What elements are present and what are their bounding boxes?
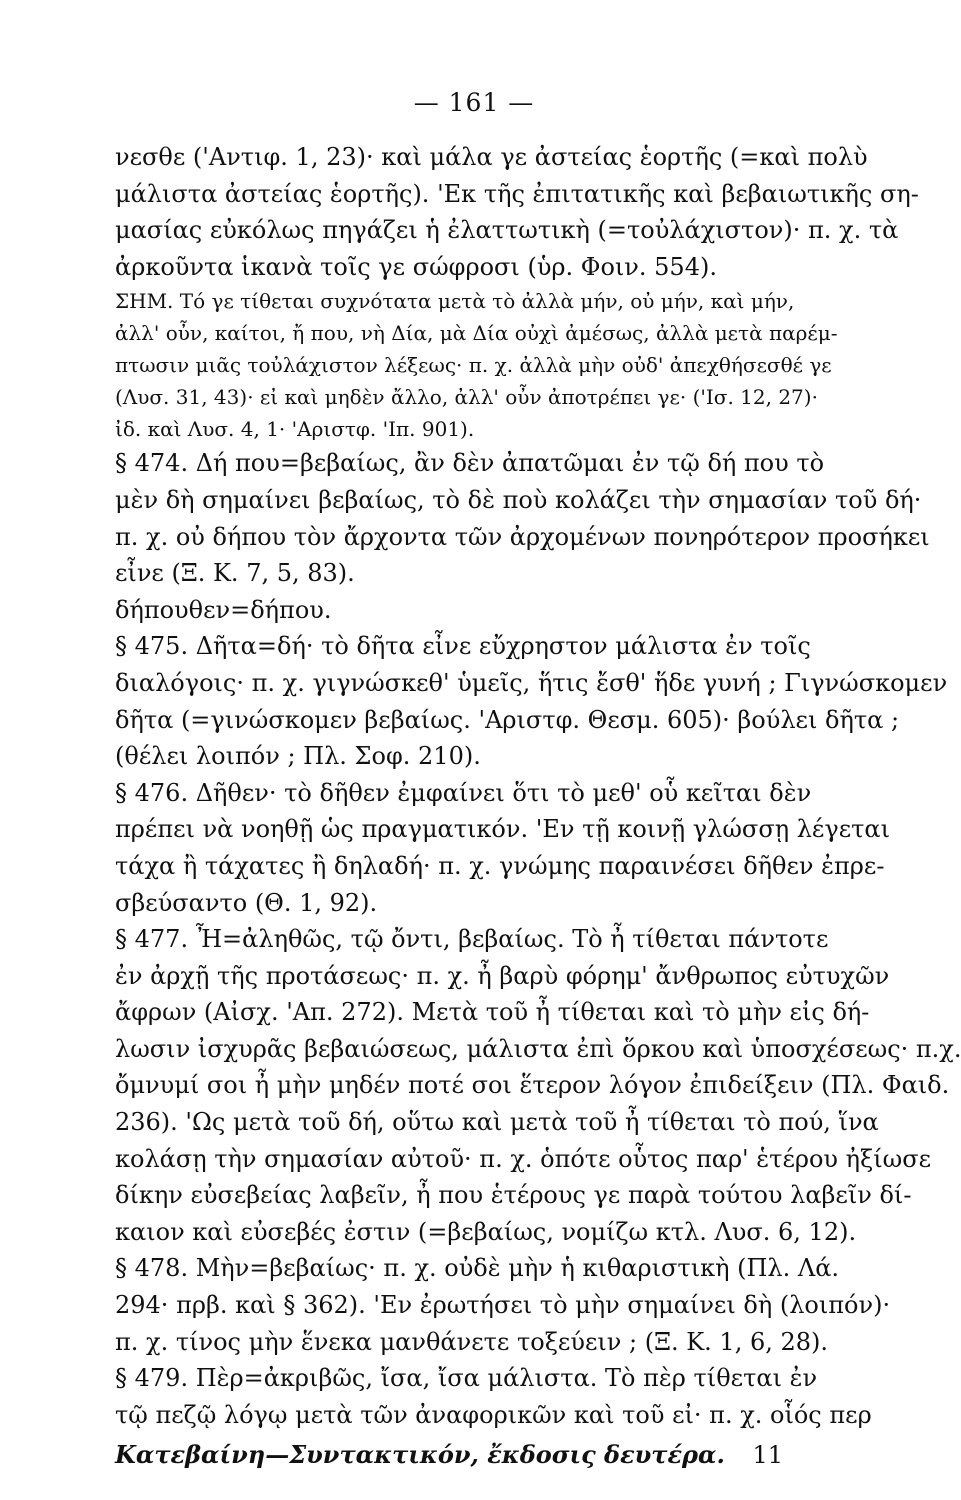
text-line: σβεύσαντο (Θ. 1, 92).	[115, 888, 378, 917]
text-line: ΣΗΜ. Τό γε τίθεται συχνότατα μετὰ τὸ ἀλλὰ μήν, οὐ μήν, καὶ μήν,	[115, 289, 795, 314]
text-line: π. χ. οὐ δήπου τὸν ἄρχοντα τῶν ἀρχομένων πονηρότερον προσήκει	[115, 522, 930, 551]
footer-book-title: Κατεβαίνη—Συντακτικόν, ἔκδοσις δευτέρα.	[115, 1440, 725, 1470]
text-line: δῆτα (=γινώσκομεν βεβαίως. 'Αριστφ. Θεσμ. 605)· βούλει δῆτα ;	[115, 705, 900, 734]
footer-signature-mark: 11	[752, 1441, 783, 1470]
text-line: πρέπει νὰ νοηθῇ ὡς πραγματικόν. 'Εν τῇ κοινῇ γλώσσῃ λέγεται	[115, 815, 891, 844]
text-line: κολάσῃ τὴν σημασίαν αὐτοῦ· π. χ. ὁπότε οὗτος παρ' ἑτέρου ἠξίωσε	[115, 1144, 932, 1173]
text-line: § 474. Δή που=βεβαίως, ἂν δὲν ἀπατῶμαι ἐν τῷ δή που τὸ	[115, 449, 825, 478]
text-line: § 478. Μὴν=βεβαίως· π. χ. οὐδὲ μὴν ἡ κιθαριστικὴ (Πλ. Λά.	[115, 1254, 840, 1283]
text-line: διαλόγοις· π. χ. γιγνώσκεθ' ὑμεῖς, ἥτις ἔσθ' ἥδε γυνή ; Γιγνώσκομεν	[115, 668, 948, 697]
page-footer	[115, 1435, 813, 1475]
text-line: § 476. Δῆθεν· τὸ δῆθεν ἐμφαίνει ὅτι τὸ μεθ' οὗ κεῖται δὲν	[115, 778, 812, 807]
text-line: (θέλει λοιπόν ; Πλ. Σοφ. 210).	[115, 742, 481, 771]
text-line: § 477. Ἦ=ἀληθῶς, τῷ ὄντι, βεβαίως. Τὸ ἦ τίθεται πάντοτε	[115, 925, 829, 954]
text-line: μὲν δὴ σημαίνει βεβαίως, τὸ δὲ ποὺ κολάζει τὴν σημασίαν τοῦ δή·	[115, 485, 922, 514]
text-line: § 479. Πὲρ=ἀκριβῶς, ἴσα, ἴσα μάλιστα. Τὸ πὲρ τίθεται ἐν	[115, 1364, 818, 1393]
text-line: 294· πρβ. καὶ § 362). 'Εν ἐρωτήσει τὸ μὴν σημαίνει δὴ (λοιπόν)·	[115, 1291, 891, 1320]
text-line: μασίας εὐκόλως πηγάζει ἡ ἐλαττωτικὴ (=τοὐλάχιστον)· π. χ. τὰ	[115, 216, 899, 245]
text-line: ἐν ἀρχῇ τῆς προτάσεως· π. χ. ἦ βαρὺ φόρημ' ἄνθρωπος εὐτυχῶν	[115, 961, 890, 990]
text-line: τῷ πεζῷ λόγῳ μετὰ τῶν ἀναφορικῶν καὶ τοῦ εἰ· π. χ. οἷός περ	[115, 1400, 872, 1429]
text-line: ἀρκοῦντα ἱκανὰ τοῖς γε σώφροσι (ὑρ. Φοιν. 554).	[115, 252, 717, 281]
text-line: π. χ. τίνος μὴν ἕνεκα μανθάνετε τοξεύειν ; (Ξ. Κ. 1, 6, 28).	[115, 1327, 829, 1356]
text-line: ἰδ. καὶ Λυσ. 4, 1· 'Αριστφ. 'Ιπ. 901).	[115, 417, 475, 442]
text-line: λωσιν ἰσχυρᾶς βεβαιώσεως, μάλιστα ἐπὶ ὅρκου καὶ ὑποσχέσεως· π.χ.	[115, 1034, 961, 1063]
page-number: — 161 —	[413, 88, 535, 117]
text-line: ἄφρων (Αἰσχ. 'Απ. 272). Μετὰ τοῦ ἦ τίθεται καὶ τὸ μὴν εἰς δή-	[115, 998, 870, 1027]
text-line: τάχα ἢ τάχατες ἢ δηλαδή· π. χ. γνώμης παραινέσει δῆθεν ἐπρε-	[115, 851, 885, 880]
text-line: μάλιστα ἀστείας ἑορτῆς). 'Εκ τῆς ἐπιτατικῆς καὶ βεβαιωτικῆς ση-	[115, 179, 919, 208]
text-line: πτωσιν μιᾶς τοὐλάχιστον λέξεως· π. χ. ἀλλὰ μὴν οὐδ' ἀπεχθήσεσθέ γε	[115, 353, 832, 378]
text-line: § 475. Δῆτα=δή· τὸ δῆτα εἶνε εὔχρηστον μάλιστα ἐν τοῖς	[115, 632, 811, 661]
page-text	[115, 139, 961, 1433]
text-line: 236). 'Ως μετὰ τοῦ δή, οὕτω καὶ μετὰ τοῦ ἦ τίθεται τὸ πού, ἵνα	[115, 1108, 879, 1137]
text-line: καιον καὶ εὐσεβές ἐστιν (=βεβαίως, νομίζω κτλ. Λυσ. 6, 12).	[115, 1217, 857, 1246]
text-line: νεσθε ('Αντιφ. 1, 23)· καὶ μάλα γε ἀστείας ἑορτῆς (=καὶ πολὺ	[115, 143, 868, 171]
text-line: εἶνε (Ξ. Κ. 7, 5, 83).	[115, 559, 355, 588]
text-line: ἀλλ' οὖν, καίτοι, ἤ που, νὴ Δία, μὰ Δία οὐχὶ ἀμέσως, ἀλλὰ μετὰ παρέμ-	[115, 321, 838, 346]
text-line: ὄμνυμί σοι ἦ μὴν μηδέν ποτέ σοι ἕτερον λόγον ἐπιδείξειν (Πλ. Φαιδ.	[115, 1071, 950, 1100]
text-line: δήπουθεν=δήπου.	[115, 595, 332, 624]
text-line: (Λυσ. 31, 43)· εἰ καὶ μηδὲν ἄλλο, ἀλλ' οὖν ἀποτρέπει γε· ('Ισ. 12, 27)·	[115, 385, 818, 410]
text-line: δίκην εὐσεβείας λαβεῖν, ἦ που ἑτέρους γε παρὰ τούτου λαβεῖν δί-	[115, 1181, 912, 1210]
